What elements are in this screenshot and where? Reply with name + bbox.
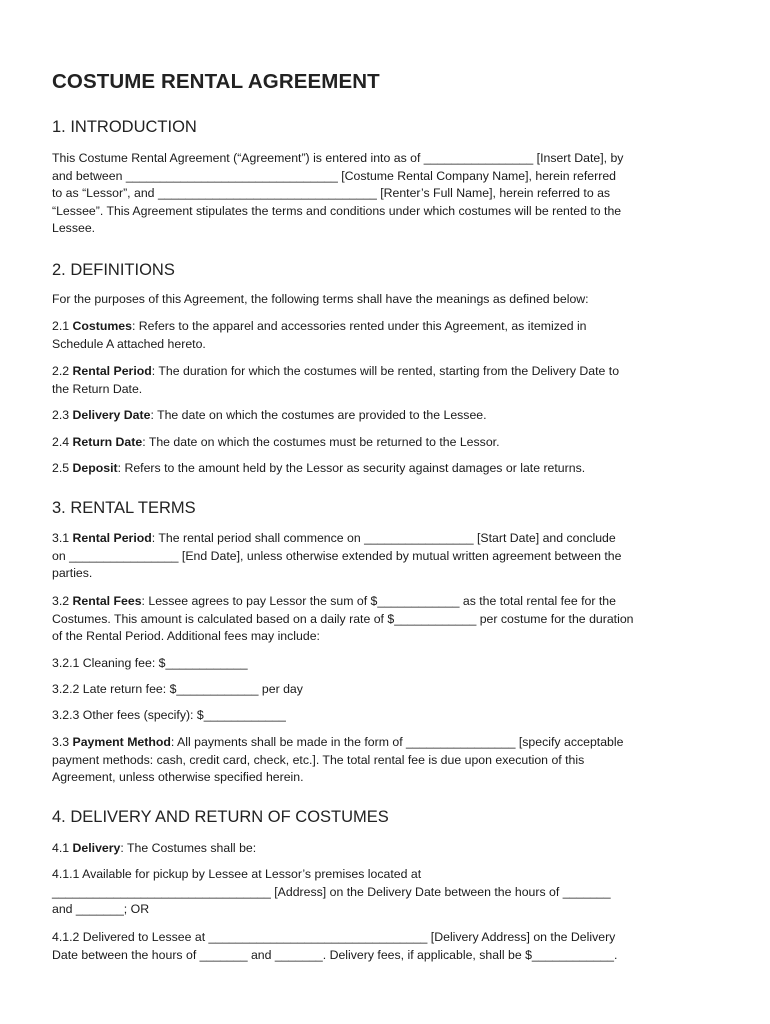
definition-rental-period: 2.2 Rental Period: The duration for which the costumes will be rented, starting from the Delivery Date to the Return Date. (52, 364, 620, 396)
section-heading-introduction: 1. INTRODUCTION (52, 118, 197, 136)
clause-delivery: 4.1 Delivery: The Costumes shall be: (52, 841, 257, 855)
introduction-paragraph: This Costume Rental Agreement (“Agreement”) is entered into as of ________________ [Insert Date], by and between _______________________________ [Costume Rental Company Name], herein referred to as “Lessor”, and ________________________________ [Renter’s Full Name], herein referred to as “Lessee”. This Agreement stipulates the terms and conditions under which costumes will be rented to the Lessee. (52, 151, 624, 236)
definition-deposit: 2.5 Deposit: Refers to the amount held by the Lessor as security against damages or late returns. (52, 461, 586, 475)
clause-delivery-to-lessee: 4.1.2 Delivered to Lessee at ________________________________ [Delivery Address] on the Delivery Date between the hours of _______ and _______. Delivery fees, if applicable, shall be $____________. (52, 930, 618, 962)
fee-cleaning: 3.2.1 Cleaning fee: $____________ (52, 656, 248, 670)
fee-late-return: 3.2.2 Late return fee: $____________ per day (52, 682, 303, 696)
clause-delivery-pickup: 4.1.1 Available for pickup by Lessee at Lessor’s premises located at ________________________________ [Address] on the Delivery Date between the hours of _______ and _______; OR (52, 867, 611, 917)
section-heading-definitions: 2. DEFINITIONS (52, 261, 175, 279)
clause-rental-period: 3.1 Rental Period: The rental period shall commence on ________________ [Start Date] and conclude on ________________ [End Date], unless otherwise extended by mutual written agreement between the parties. (52, 531, 622, 581)
document-title: COSTUME RENTAL AGREEMENT (52, 70, 380, 93)
definition-costumes: 2.1 Costumes: Refers to the apparel and accessories rented under this Agreement, as itemized in Schedule A attached hereto. (52, 319, 587, 351)
definition-delivery-date: 2.3 Delivery Date: The date on which the costumes are provided to the Lessee. (52, 408, 487, 422)
fee-other: 3.2.3 Other fees (specify): $____________ (52, 708, 286, 722)
definition-return-date: 2.4 Return Date: The date on which the costumes must be returned to the Lessor. (52, 435, 500, 449)
section-heading-delivery-return: 4. DELIVERY AND RETURN OF COSTUMES (52, 808, 389, 826)
clause-payment-method: 3.3 Payment Method: All payments shall be made in the form of ________________ [specify acceptable payment methods: cash, credit card, check, etc.]. The total rental fee is due upon execution of this Agreement, unless otherwise specified herein. (52, 735, 624, 785)
definitions-lead: For the purposes of this Agreement, the following terms shall have the meanings as defined below: (52, 292, 589, 306)
section-heading-rental-terms: 3. RENTAL TERMS (52, 499, 196, 517)
clause-rental-fees: 3.2 Rental Fees: Lessee agrees to pay Lessor the sum of $____________ as the total rental fee for the Costumes. This amount is calculated based on a daily rate of $____________ per costume for the duration of the Rental Period. Additional fees may include: (52, 594, 634, 644)
